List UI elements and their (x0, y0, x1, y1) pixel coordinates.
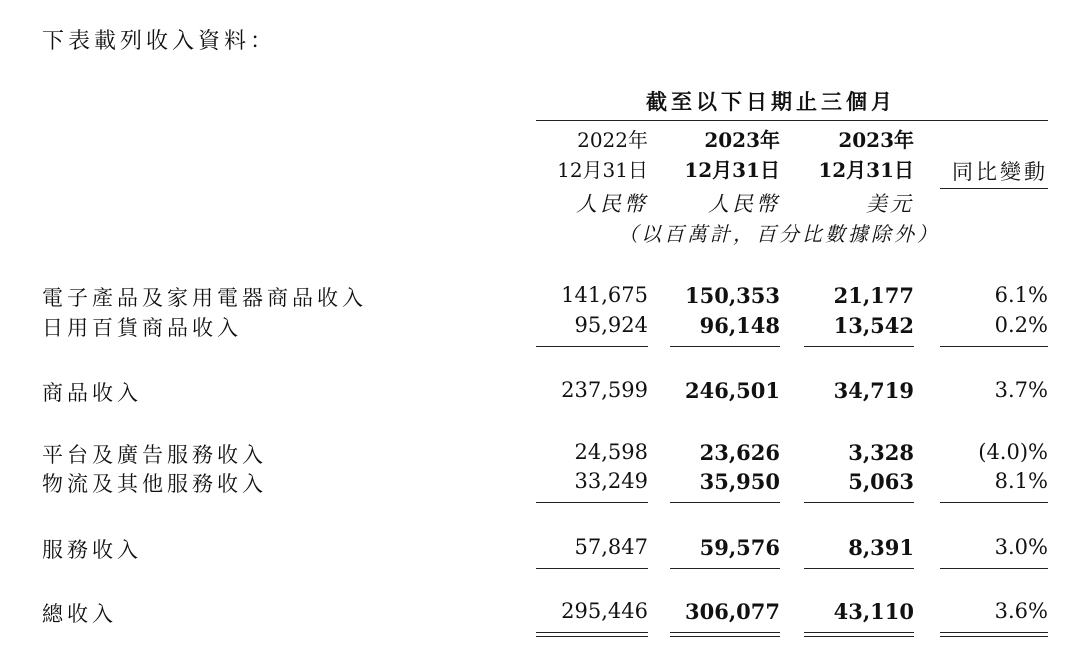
subtotal-rule (670, 346, 780, 347)
col3-year: 2023年 (838, 128, 914, 152)
row-value: 21,177 (833, 283, 914, 308)
row-value: 23,626 (699, 440, 780, 465)
row-value: 57,847 (574, 535, 648, 559)
col2-currency: 人民幣 (708, 192, 780, 216)
yoy-header-rule (940, 188, 1048, 189)
subtotal-rule (940, 346, 1048, 347)
subtotal-rule (536, 346, 648, 347)
row-value: 6.1% (994, 283, 1048, 307)
col2-year: 2023年 (704, 128, 780, 152)
subtotal-rule (536, 502, 648, 503)
subtotal-rule (804, 568, 914, 569)
row-value: 43,110 (833, 599, 914, 624)
row-label: 服務收入 (42, 538, 142, 562)
total-double-rule (940, 632, 1048, 637)
row-value: 95,924 (574, 313, 648, 337)
col1-date: 12月31日 (557, 158, 648, 182)
row-value: 33,249 (574, 469, 648, 493)
row-value: 141,675 (561, 283, 648, 307)
subtotal-rule (670, 568, 780, 569)
row-value: 13,542 (833, 313, 914, 338)
row-label: 日用百貨商品收入 (42, 316, 242, 340)
row-value: 8.1% (994, 469, 1048, 493)
col3-currency: 美元 (866, 192, 914, 216)
subtotal-rule (536, 568, 648, 569)
row-label: 總收入 (42, 602, 117, 626)
row-value: 96,148 (699, 313, 780, 338)
row-value: 237,599 (561, 378, 648, 402)
col3-date: 12月31日 (818, 158, 914, 182)
col1-currency: 人民幣 (576, 192, 648, 216)
row-label: 電子產品及家用電器商品收入 (42, 286, 367, 310)
period-header: 截至以下日期止三個月 (646, 89, 896, 114)
row-value: 295,446 (561, 599, 648, 623)
row-value: 246,501 (685, 378, 780, 403)
row-label: 商品收入 (42, 381, 142, 405)
row-value: 3,328 (848, 440, 914, 465)
total-double-rule (804, 632, 914, 637)
subtotal-rule (940, 502, 1048, 503)
total-double-rule (536, 632, 648, 637)
row-value: 306,077 (685, 599, 780, 624)
yoy-header: 同比變動 (952, 160, 1048, 184)
col1-year: 2022年 (577, 128, 648, 152)
intro-text: 下表載列收入資料： (42, 29, 277, 54)
subtotal-rule (804, 502, 914, 503)
period-rule (536, 120, 1048, 121)
row-value: 24,598 (574, 440, 648, 464)
col2-date: 12月31日 (684, 158, 780, 182)
row-value: 5,063 (848, 469, 914, 494)
row-value: 35,950 (699, 469, 780, 494)
subtotal-rule (804, 346, 914, 347)
subtotal-rule (940, 568, 1048, 569)
row-value: 8,391 (848, 535, 914, 560)
row-value: 3.6% (994, 599, 1048, 623)
row-value: 3.7% (994, 378, 1048, 402)
row-value: 150,353 (685, 283, 780, 308)
row-label: 物流及其他服務收入 (42, 472, 267, 496)
total-double-rule (670, 632, 780, 637)
row-value: 59,576 (699, 535, 780, 560)
unit-note: （以百萬計，百分比數據除外） (618, 222, 940, 246)
row-label: 平台及廣告服務收入 (42, 443, 267, 467)
row-value: 3.0% (994, 535, 1048, 559)
row-value: 0.2% (994, 313, 1048, 337)
subtotal-rule (670, 502, 780, 503)
row-value: (4.0)% (978, 440, 1048, 464)
row-value: 34,719 (833, 378, 914, 403)
